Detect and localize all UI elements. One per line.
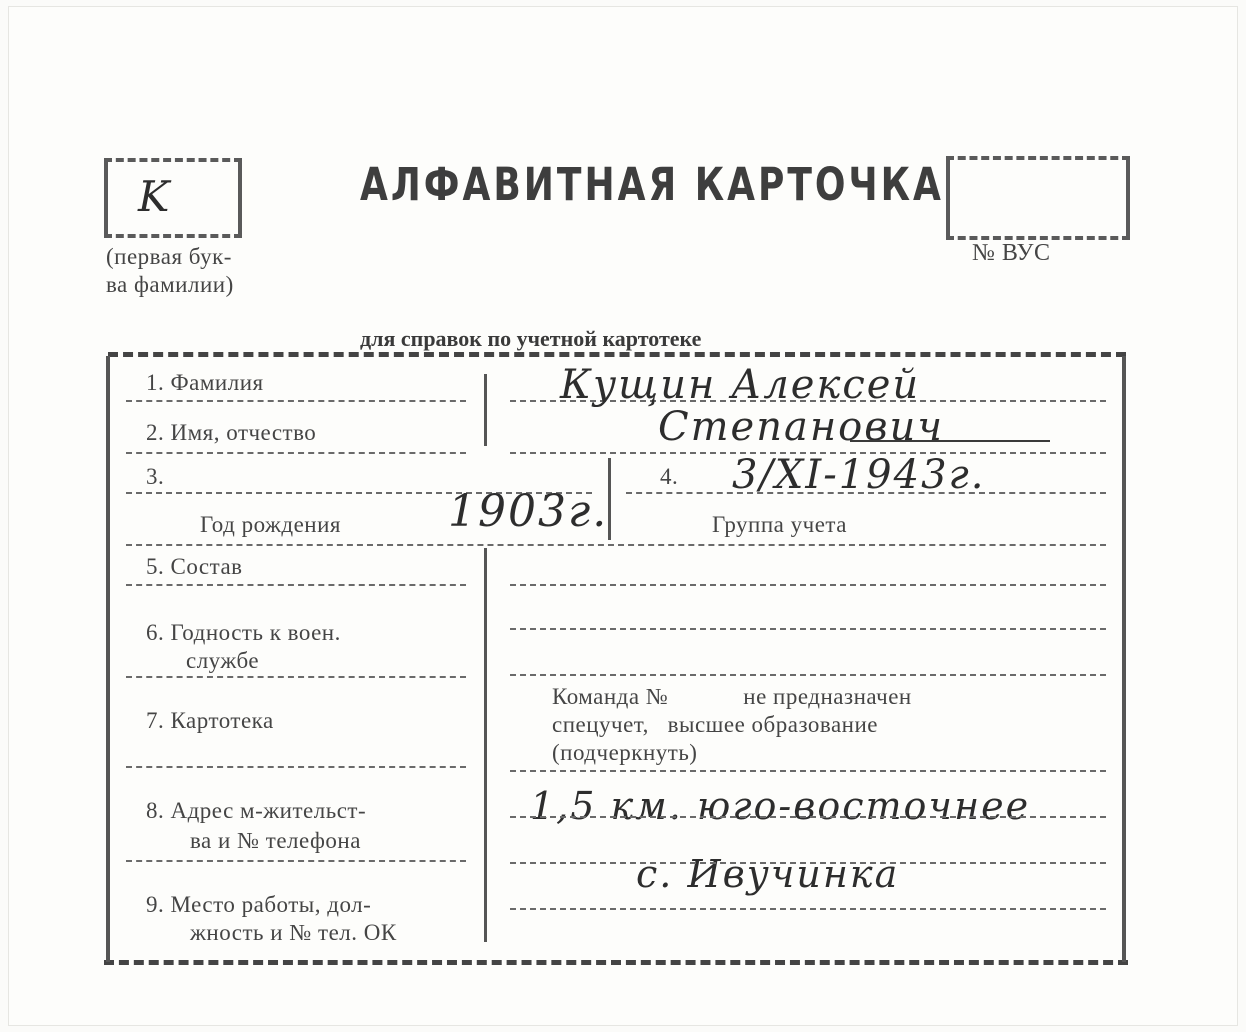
field-8-line-left bbox=[126, 860, 466, 862]
field-1-line-left bbox=[126, 400, 466, 402]
surname-letter-value: K bbox=[138, 172, 172, 221]
vus-box bbox=[946, 156, 1130, 240]
handwritten-date: 3/XI-1943г. bbox=[732, 452, 986, 498]
handwritten-address-line2: с. Ивучинка bbox=[636, 852, 900, 896]
column-divider-upper bbox=[484, 374, 487, 446]
field-7-line-right bbox=[510, 770, 1106, 772]
field-8-line-right bbox=[510, 816, 1106, 818]
frame-top bbox=[108, 352, 1126, 357]
birth-year-label: Год рождения bbox=[200, 512, 341, 537]
birth-row-line bbox=[126, 544, 1106, 546]
field-2-label: 2. Имя, отчество bbox=[146, 420, 317, 445]
group-label: Группа учета bbox=[712, 512, 847, 537]
card-title: АЛФАВИТНАЯ КАРТОЧКА bbox=[360, 160, 944, 212]
handwritten-patronymic: Степанович bbox=[658, 404, 945, 450]
field-7-text-line3: (подчеркнуть) bbox=[552, 740, 698, 765]
field-8-line-right-bottom bbox=[510, 862, 1106, 864]
surname-letter-box bbox=[104, 158, 242, 238]
field-6-line-right bbox=[510, 628, 1106, 630]
field-5-label: 5. Состав bbox=[146, 554, 243, 579]
field-6-label-line1: 6. Годность к воен. bbox=[146, 620, 341, 645]
column-divider-birth bbox=[608, 458, 611, 540]
field-4-label: 4. bbox=[660, 464, 679, 489]
field-9-label-line1: 9. Место работы, дол- bbox=[146, 892, 372, 917]
handwritten-birth-year: 1903г. bbox=[448, 486, 609, 537]
field-8-label-line2: ва и № телефона bbox=[190, 828, 361, 853]
field-7-line-left bbox=[126, 766, 466, 768]
field-1-label: 1. Фамилия bbox=[146, 370, 264, 395]
field-2-line-left bbox=[126, 452, 466, 454]
handwritten-address-line1: 1,5 км. юго-восточнее bbox=[530, 784, 1031, 828]
frame-right bbox=[1122, 356, 1126, 962]
field-6-line-right-bottom bbox=[510, 674, 1106, 676]
handwritten-surname-name: Кущин Алексей bbox=[560, 362, 921, 408]
field-4-line bbox=[626, 492, 1106, 494]
field-6-label-line2: службе bbox=[186, 648, 260, 673]
field-5-line-right bbox=[510, 584, 1106, 586]
patronymic-underline bbox=[850, 440, 1050, 442]
field-7-text-line2: спецучет, высшее образование bbox=[552, 712, 878, 737]
field-3-label: 3. bbox=[146, 464, 165, 489]
field-6-line-left bbox=[126, 676, 466, 678]
card-subtitle: для справок по учетной картотеке bbox=[360, 326, 702, 351]
field-5-line-left bbox=[126, 584, 466, 586]
letter-caption-line2: ва фамилии) bbox=[106, 272, 234, 297]
column-divider-lower bbox=[484, 548, 487, 942]
field-9-line-right bbox=[510, 908, 1106, 910]
field-9-label-line2: жность и № тел. ОК bbox=[190, 920, 397, 945]
frame-bottom bbox=[104, 960, 1128, 965]
vus-label: № ВУС bbox=[972, 240, 1051, 266]
field-7-text-line1: Команда № не предназначен bbox=[552, 684, 912, 709]
field-7-label: 7. Картотека bbox=[146, 708, 274, 733]
letter-caption-line1: (первая бук- bbox=[106, 244, 232, 269]
field-8-label-line1: 8. Адрес м-жительст- bbox=[146, 798, 367, 823]
frame-left bbox=[106, 356, 110, 962]
